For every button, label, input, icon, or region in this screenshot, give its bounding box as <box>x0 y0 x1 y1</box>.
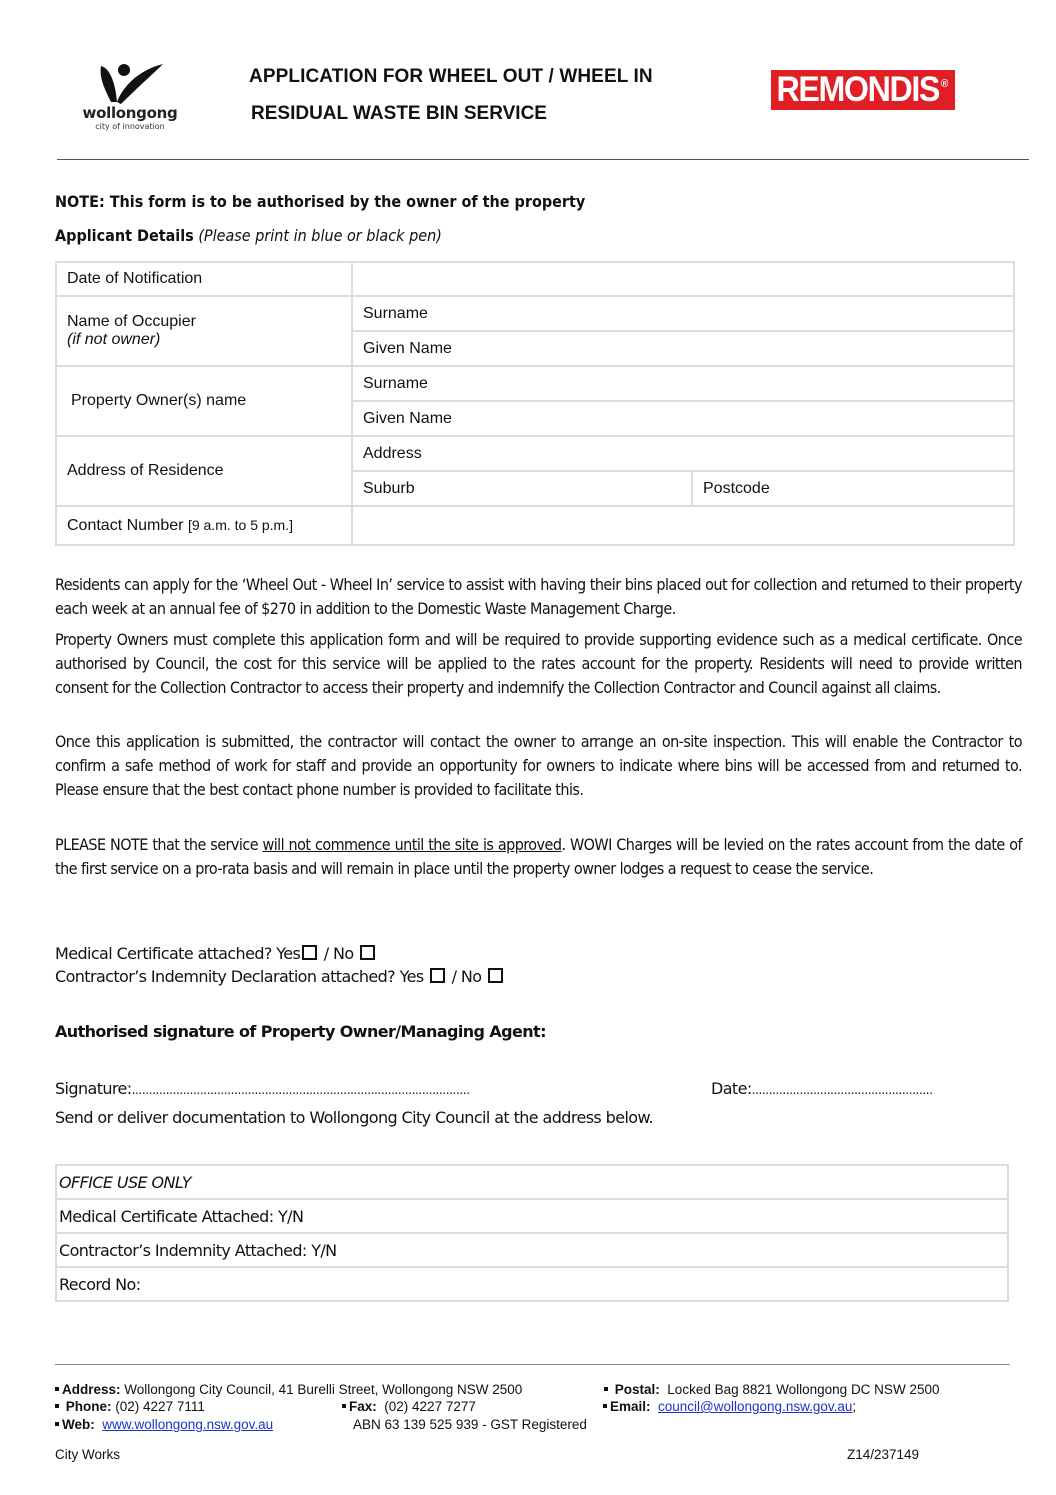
address-field[interactable]: Address <box>352 436 1014 471</box>
table-row <box>56 1233 1008 1267</box>
table-row <box>56 1165 1008 1199</box>
phone-value: (02) 4227 7111 <box>115 1399 205 1414</box>
occupier-label-text: Name of Occupier <box>67 313 196 330</box>
address-value: Wollongong City Council, 41 Burelli Street, Wollongong NSW 2500 <box>124 1382 523 1397</box>
applicant-heading-text: Applicant Details <box>55 226 194 245</box>
contact-number-field[interactable] <box>352 506 1014 545</box>
occupier-sublabel: (if not owner) <box>67 331 161 348</box>
owner-given-name-field[interactable]: Given Name <box>352 401 1014 436</box>
medical-question-text: Medical Certificate attached? Yes <box>55 944 301 963</box>
wollongong-leaf-icon <box>93 62 167 106</box>
medical-certificate-question <box>55 944 377 963</box>
suburb-field[interactable]: Suburb <box>352 471 692 506</box>
approval-condition-text: will not commence until the site is approved <box>262 835 562 854</box>
wollongong-logo <box>82 62 178 142</box>
signature-label: Signature: <box>55 1079 132 1098</box>
footer-department: City Works <box>55 1447 121 1462</box>
office-indemnity: Contractor’s Indemnity Attached: Y/N <box>56 1233 1008 1267</box>
bullet-icon <box>342 1404 346 1408</box>
web-link[interactable]: www.wollongong.nsw.gov.au <box>102 1417 274 1432</box>
indemnity-declaration-question <box>55 967 505 986</box>
inspection-paragraph: Once this application is submitted, the contractor will contact the owner to arrange an on-site inspection. This will enable the Contractor to confirm a safe method of work for staff and provide an opportunity for owners to indicate where bins will be accessed from and returned to. Please ensure that the best contact phone number is provided to facilitate this. <box>55 732 1022 799</box>
owner-requirements-paragraph: Property Owners must complete this application form and will be required to provide supporting evidence such as a medical certificate. Once authorised by Council, the cost for this service will be applied to the rates account for the property. Residents will need to provide written consent for the Collection Contractor to access their property and indemnify the Collection Contractor and Council against all claims. <box>55 630 1022 697</box>
contact-number-label <box>56 506 352 545</box>
email-label: Email: <box>610 1399 651 1414</box>
indemnity-no-checkbox[interactable] <box>488 968 503 983</box>
owner-authorisation-note: NOTE: This form is to be authorised by the owner of the property <box>55 192 586 211</box>
fax-value: (02) 4227 7277 <box>384 1399 476 1414</box>
applicant-instruction: (Please print in blue or black pen) <box>198 226 442 245</box>
postcode-field[interactable]: Postcode <box>692 471 1014 506</box>
office-medical-certificate: Medical Certificate Attached: Y/N <box>56 1199 1008 1233</box>
contact-hours: [9 a.m. to 5 p.m.] <box>187 516 293 533</box>
owner-name-label: Property Owner(s) name <box>56 366 352 436</box>
header-divider <box>57 159 1029 160</box>
office-use-title: OFFICE USE ONLY <box>56 1165 1008 1199</box>
signature-line <box>55 1079 470 1098</box>
medical-yes-checkbox[interactable] <box>302 945 317 960</box>
table-row <box>56 366 1014 401</box>
occupier-given-name-field[interactable]: Given Name <box>352 331 1014 366</box>
form-title-line1: APPLICATION FOR WHEEL OUT / WHEEL IN <box>249 66 653 87</box>
date-label: Date: <box>711 1079 752 1098</box>
table-row <box>56 1199 1008 1233</box>
table-row <box>56 436 1014 471</box>
date-of-notification-label: Date of Notification <box>56 262 352 296</box>
office-use-table <box>55 1164 1009 1302</box>
form-title-line2: RESIDUAL WASTE BIN SERVICE <box>251 103 547 124</box>
authorised-signature-heading: Authorised signature of Property Owner/Managing Agent: <box>55 1022 546 1041</box>
email-suffix: ; <box>852 1399 857 1414</box>
footer-email <box>603 1399 856 1414</box>
service-description-paragraph: Residents can apply for the ‘Wheel Out - Wheel In’ service to assist with having their bins placed out for collection and returned to their property each week at an annual fee of $270 in addition to the Domestic Waste Management Charge. <box>55 575 1022 618</box>
occupier-label <box>56 296 352 366</box>
address-label: Address of Residence <box>56 436 352 506</box>
date-line <box>711 1079 933 1098</box>
footer-divider <box>55 1364 1010 1365</box>
table-row <box>56 506 1014 545</box>
footer-reference: Z14/237149 <box>847 1447 920 1462</box>
table-row <box>56 296 1014 331</box>
applicant-details-heading <box>55 226 442 245</box>
table-row <box>56 1267 1008 1301</box>
registered-mark-icon: ® <box>940 78 949 90</box>
postal-label: Postal: <box>614 1382 660 1397</box>
remondis-wordmark: REMONDIS <box>776 70 940 109</box>
signature-field[interactable]: ................................................................................................... <box>131 1083 470 1097</box>
postal-value: Locked Bag 8821 Wollongong DC NSW 2500 <box>667 1382 940 1397</box>
remondis-logo <box>771 70 955 110</box>
address-label: Address: <box>62 1382 121 1397</box>
indemnity-no-label: / No <box>447 967 486 986</box>
web-label: Web: <box>62 1417 95 1432</box>
indemnity-question-text: Contractor’s Indemnity Declaration attached? Yes <box>55 967 429 986</box>
footer-fax <box>342 1399 476 1414</box>
occupier-surname-field[interactable]: Surname <box>352 296 1014 331</box>
applicant-details-table <box>55 261 1015 546</box>
indemnity-yes-checkbox[interactable] <box>430 968 445 983</box>
fax-label: Fax: <box>349 1399 377 1414</box>
footer-abn: ABN 63 139 525 939 - GST Registered <box>353 1417 587 1432</box>
footer-address <box>55 1382 522 1397</box>
table-row <box>56 262 1014 296</box>
medical-no-label: / No <box>319 944 359 963</box>
bullet-icon <box>55 1422 59 1426</box>
wollongong-tagline: city of innovation <box>95 122 165 131</box>
email-link[interactable]: council@wollongong.nsw.gov.au <box>658 1399 853 1414</box>
office-record-no: Record No: <box>56 1267 1008 1301</box>
wollongong-wordmark: wollongong <box>82 104 178 122</box>
footer-phone <box>55 1399 205 1414</box>
contact-number-label-text: Contact Number <box>67 516 184 534</box>
medical-no-checkbox[interactable] <box>360 945 375 960</box>
bullet-icon <box>604 1387 608 1391</box>
footer-web <box>55 1417 273 1432</box>
phone-label: Phone: <box>65 1399 112 1414</box>
charges-text-end: . WOWI Charges will be levied on the rates account from the date of the first service on a pro-rata basis and will remain in place until the property owner lodges a request to cease the service. <box>55 835 1022 878</box>
footer-postal <box>604 1382 939 1397</box>
date-of-notification-field[interactable] <box>352 262 1014 296</box>
charges-paragraph <box>55 833 1022 881</box>
date-field[interactable]: ..................................................... <box>751 1083 933 1097</box>
send-documentation-note: Send or deliver documentation to Wollongong City Council at the address below. <box>55 1108 653 1127</box>
charges-text-start: PLEASE NOTE that the service <box>55 835 263 854</box>
bullet-icon <box>603 1404 607 1408</box>
owner-surname-field[interactable]: Surname <box>352 366 1014 401</box>
bullet-icon <box>55 1404 59 1408</box>
bullet-icon <box>55 1387 59 1391</box>
